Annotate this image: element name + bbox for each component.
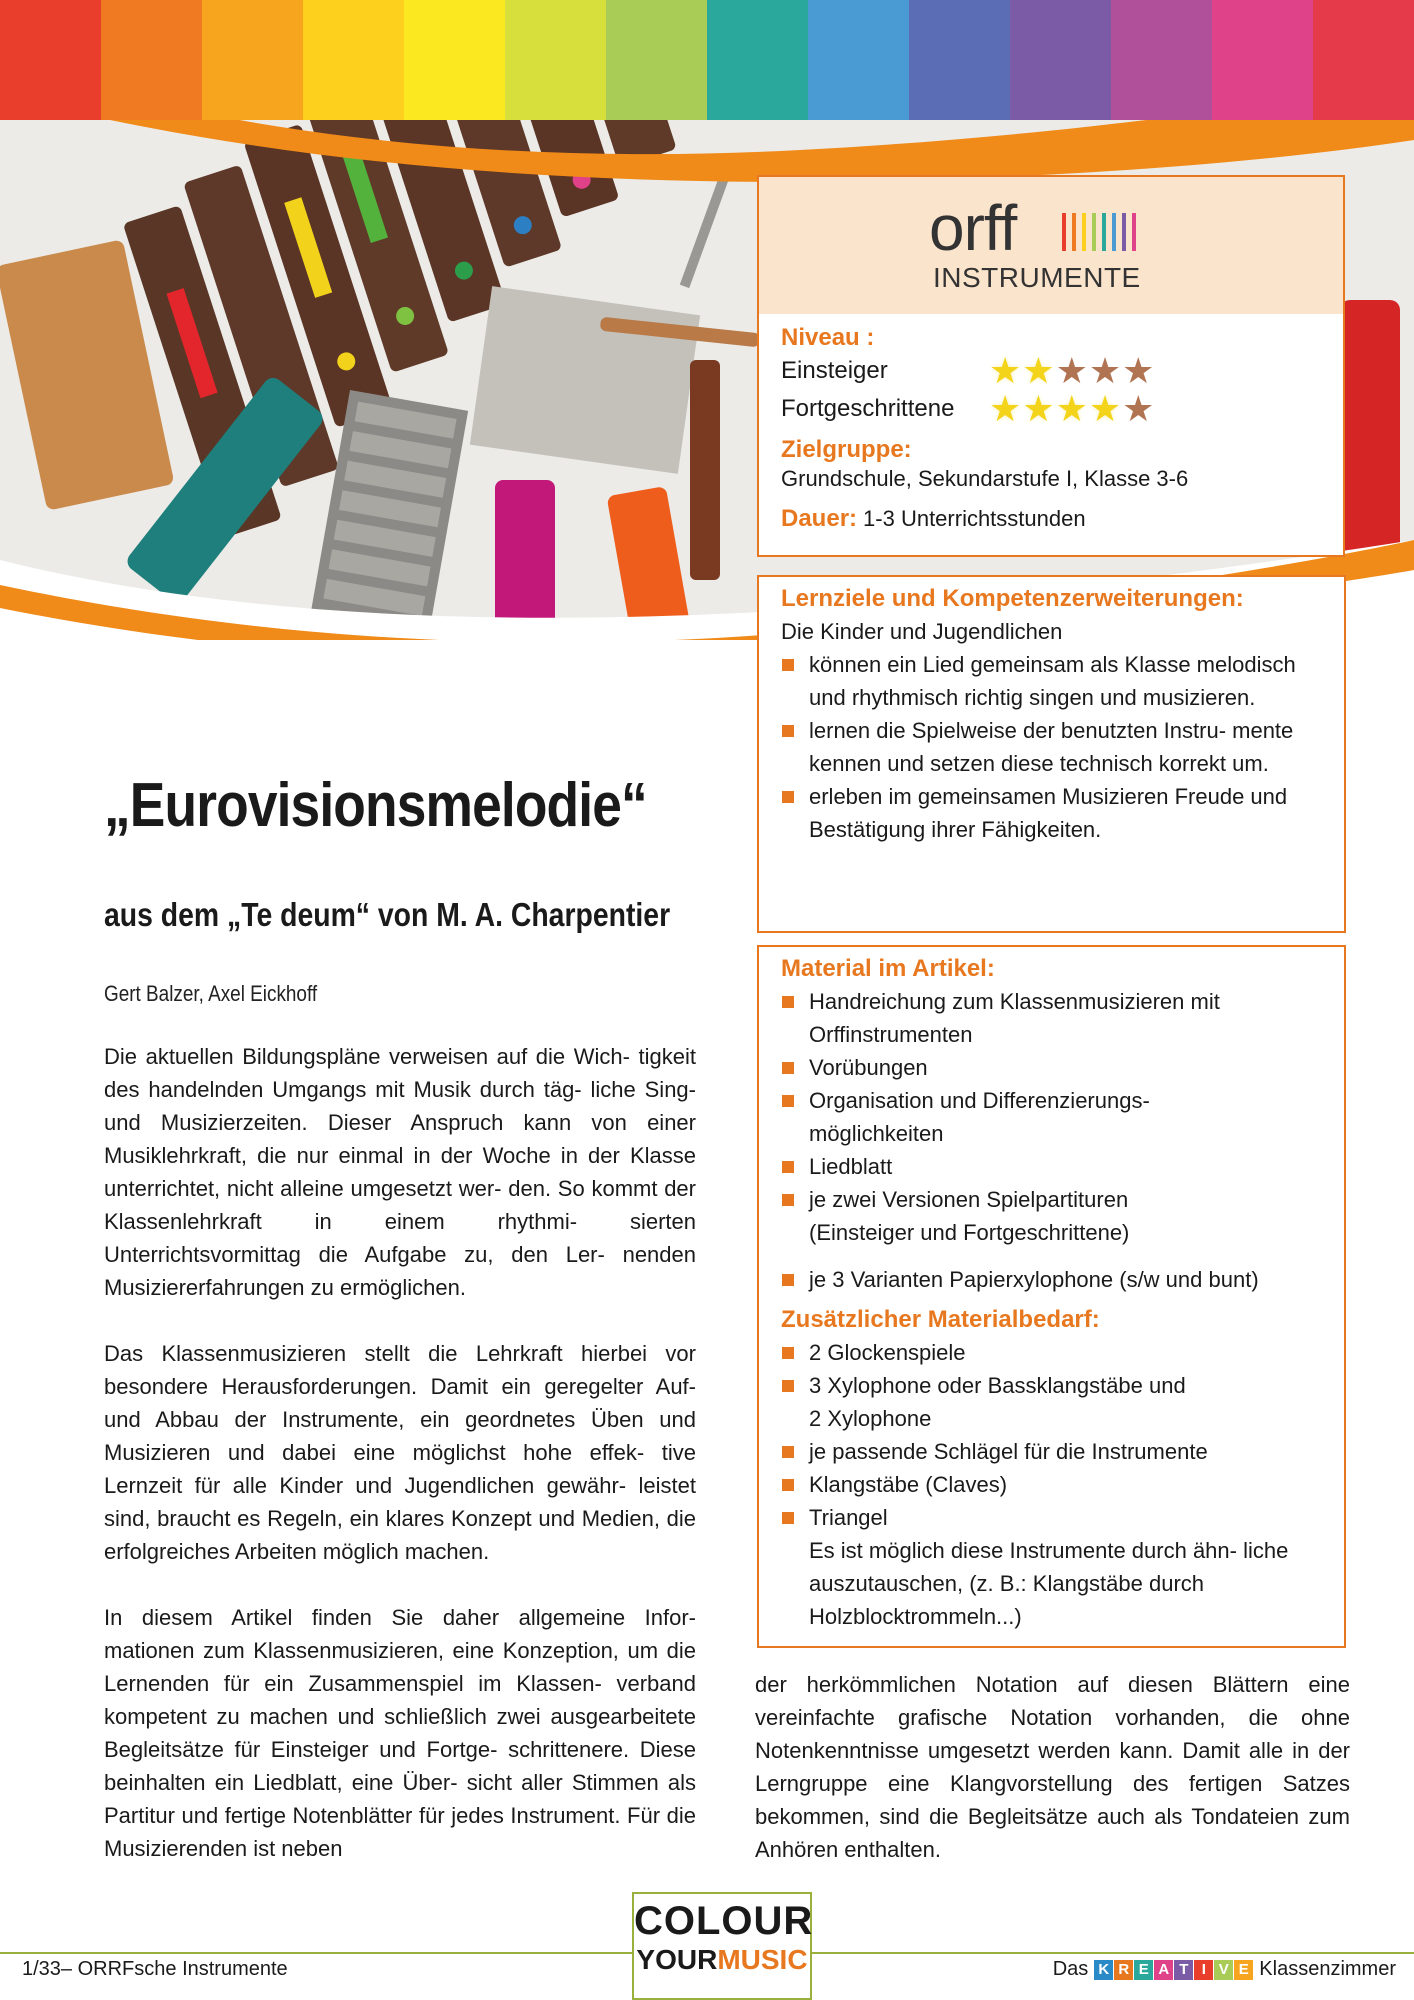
- orff-logo: [759, 177, 1343, 314]
- level-row-einsteiger: [781, 352, 1321, 390]
- list-item: Vorübungen: [781, 1051, 1231, 1084]
- band-stripe: [1111, 0, 1212, 120]
- kreativ-suffix: Klassenzimmer: [1259, 1958, 1396, 1980]
- lernziele-box: [757, 575, 1346, 933]
- logo-bottom-b: MUSIC: [717, 1944, 808, 1975]
- star-empty-icon: ★: [1122, 350, 1155, 391]
- logo-bottom-a: YOUR: [636, 1944, 718, 1975]
- band-stripe: [1313, 0, 1414, 120]
- band-stripe: [505, 0, 606, 120]
- band-stripe: [101, 0, 202, 120]
- material-heading: Material im Artikel:: [781, 955, 995, 982]
- lernziele-heading: Lernziele und Kompetenzerweiterungen:: [781, 585, 1244, 612]
- band-stripe: [808, 0, 909, 120]
- logo-bottom: [634, 1944, 810, 1976]
- band-stripe: [1010, 0, 1111, 120]
- list-item: lernen die Spielweise der benutzten Instru- mente kennen und setzen diese technisch korrekt um.: [781, 714, 1311, 780]
- list-item: Liedblatt: [781, 1150, 1231, 1183]
- lernziele-intro: Die Kinder und Jugendlichen: [781, 619, 1063, 644]
- kreativ-letter: A: [1154, 1960, 1173, 1980]
- paragraph: Die aktuellen Bildungspläne verweisen auf die Wich- tigkeit des handelnden Umgangs mit Musik durch täg- liche Sing- und Musizierzeiten. Dieser Anspruch kann von einer Musiklehrkraft, die nur einmal in der Woche in der Klasse unterrichtet, nicht alleine umgesetzt wer- den. So kommt der Klassenlehrkraft in einem rhythmi- sierten Unterrichtsvormittag die Aufgabe zu, den Ler- nenden Musiziererfahrungen zu ermöglichen.: [104, 1044, 696, 1300]
- colour-your-music-logo: [632, 1892, 812, 2000]
- list-item: Organisation und Differenzierungs- möglichkeiten: [781, 1084, 1231, 1150]
- logo-bar: [1062, 213, 1066, 251]
- logo-top: COLOUR: [634, 1899, 814, 1943]
- logo-bar: [1112, 213, 1116, 251]
- kreativ-letter: K: [1094, 1960, 1113, 1980]
- band-stripe: [909, 0, 1010, 120]
- star-filled-icon: ★: [1088, 388, 1122, 429]
- kreative-klassenzimmer-logo: [1053, 1958, 1396, 1981]
- star-filled-icon: ★: [1022, 388, 1055, 429]
- article-title: „Eurovisionsmelodie“: [104, 771, 647, 840]
- extra-material-note: Es ist möglich diese Instrumente durch ähn- liche auszutauschen, (z. B.: Klangstäbe durch Holzblocktrommeln...): [809, 1538, 1289, 1629]
- band-stripe: [404, 0, 505, 120]
- kreativ-letter: V: [1214, 1960, 1233, 1980]
- extra-material-heading: Zusätzlicher Materialbedarf:: [781, 1306, 1100, 1333]
- band-stripe: [202, 0, 303, 120]
- kreativ-letter: T: [1174, 1960, 1193, 1980]
- logo-bar: [1082, 213, 1086, 251]
- level-label: Fortgeschrittene: [781, 395, 955, 422]
- zielgruppe-label: Zielgruppe:: [781, 436, 912, 463]
- kreativ-word: [1094, 1960, 1253, 1980]
- logo-bar: [1092, 213, 1096, 251]
- article-authors: Gert Balzer, Axel Eickhoff: [104, 981, 318, 1006]
- level-label: Einsteiger: [781, 357, 888, 384]
- article-body-left: [104, 1040, 696, 1898]
- level-row-fortgeschrittene: [781, 390, 1321, 428]
- paragraph: Das Klassenmusizieren stellt die Lehrkraft hierbei vor besondere Herausforderungen. Damit ein geregelter Auf- und Abbau der Instrumente, ein geordnetes Üben und Musizieren und dabei eine möglichst hohe effek- tive Lernzeit für alle Kinder und Jugendlichen gewähr- leistet sind, braucht es Regeln, ein klares Konzept und Medien, die erfolgreiches Arbeiten möglich machen.: [104, 1341, 696, 1564]
- list-item: Triangel: [781, 1501, 1311, 1534]
- kreativ-prefix: Das: [1052, 1958, 1089, 1980]
- info-box: [757, 175, 1345, 557]
- star-filled-icon: ★: [1022, 350, 1055, 391]
- logo-bar: [1072, 213, 1076, 251]
- material-box: [757, 945, 1346, 1648]
- logo-word: orff: [929, 192, 1017, 264]
- list-item: Klangstäbe (Claves): [781, 1468, 1311, 1501]
- list-item: je passende Schlägel für die Instrumente: [781, 1435, 1311, 1468]
- star-empty-icon: ★: [1122, 388, 1155, 429]
- niveau-label: Niveau :: [781, 324, 875, 351]
- paragraph: In diesem Artikel finden Sie daher allgemeine Infor- mationen zum Klassenmusizieren, eine Konzeption, um die Lernenden für ein Zusammenspiel im Klassen- verband kompetent zu machen und schließlich zwei ausgearbeitete Begleitsätze für Einsteiger und Fortge- schrittenere. Diese beinhalten ein Liedblatt, eine Über- sicht aller Stimmen als Partitur und fertige Notenblätter für jedes Instrument. Für die Musizierenden ist neben: [104, 1605, 696, 1861]
- dauer-value: 1-3 Unterrichtsstunden: [863, 506, 1086, 531]
- star-filled-icon: ★: [1055, 388, 1088, 429]
- star-filled-icon: ★: [989, 350, 1022, 391]
- logo-bar: [1122, 213, 1126, 251]
- band-stripe: [606, 0, 707, 120]
- logo-bar: [1102, 213, 1106, 251]
- logo-bars-icon: [1062, 213, 1136, 251]
- article-body-right: der herkömmlichen Notation auf diesen Blättern eine vereinfachte grafische Notation vorhanden, die ohne Notenkenntnisse umgesetzt werden kann. Damit alle in der Lerngruppe eine Klangvorstellung des fertigen Satzes bekommen, sind die Begleitsätze auch als Tondateien zum Anhören enthalten.: [755, 1672, 1350, 1862]
- page-number: 1/33– ORRFsche Instrumente: [22, 1958, 288, 1980]
- list-item: Handreichung zum Klassenmusizieren mit Orffinstrumenten: [781, 985, 1231, 1051]
- logo-bar: [1132, 213, 1136, 251]
- band-stripe: [1212, 0, 1313, 120]
- kreativ-letter: I: [1194, 1960, 1213, 1980]
- logo-subtitle: INSTRUMENTE: [933, 262, 1141, 293]
- band-stripe: [707, 0, 808, 120]
- dauer-row: [781, 504, 1321, 534]
- article-subtitle: aus dem „Te deum“ von M. A. Charpentier: [104, 896, 671, 933]
- star-empty-icon: ★: [1088, 350, 1122, 391]
- star-filled-icon: ★: [989, 388, 1022, 429]
- band-stripe: [0, 0, 101, 120]
- color-band: [0, 0, 1414, 120]
- dauer-label: Dauer:: [781, 505, 858, 532]
- list-item: 3 Xylophone oder Bassklangstäbe und 2 Xylophone: [781, 1369, 1201, 1435]
- zielgruppe-value: Grundschule, Sekundarstufe I, Klasse 3-6: [781, 466, 1189, 491]
- list-item: je zwei Versionen Spielpartituren (Einsteiger und Fortgeschrittene): [781, 1183, 1231, 1249]
- list-item: können ein Lied gemeinsam als Klasse melodisch und rhythmisch richtig singen und musizieren.: [781, 648, 1311, 714]
- kreativ-letter: E: [1234, 1960, 1253, 1980]
- star-rating: [989, 350, 1155, 391]
- kreativ-letter: R: [1114, 1960, 1133, 1980]
- list-item: 2 Glockenspiele: [781, 1336, 1311, 1369]
- list-item: erleben im gemeinsamen Musizieren Freude und Bestätigung ihrer Fähigkeiten.: [781, 780, 1311, 846]
- list-item: je 3 Varianten Papierxylophone (s/w und bunt): [781, 1263, 1341, 1296]
- star-empty-icon: ★: [1055, 350, 1088, 391]
- band-stripe: [303, 0, 404, 120]
- star-rating: [989, 388, 1155, 429]
- kreativ-letter: E: [1134, 1960, 1153, 1980]
